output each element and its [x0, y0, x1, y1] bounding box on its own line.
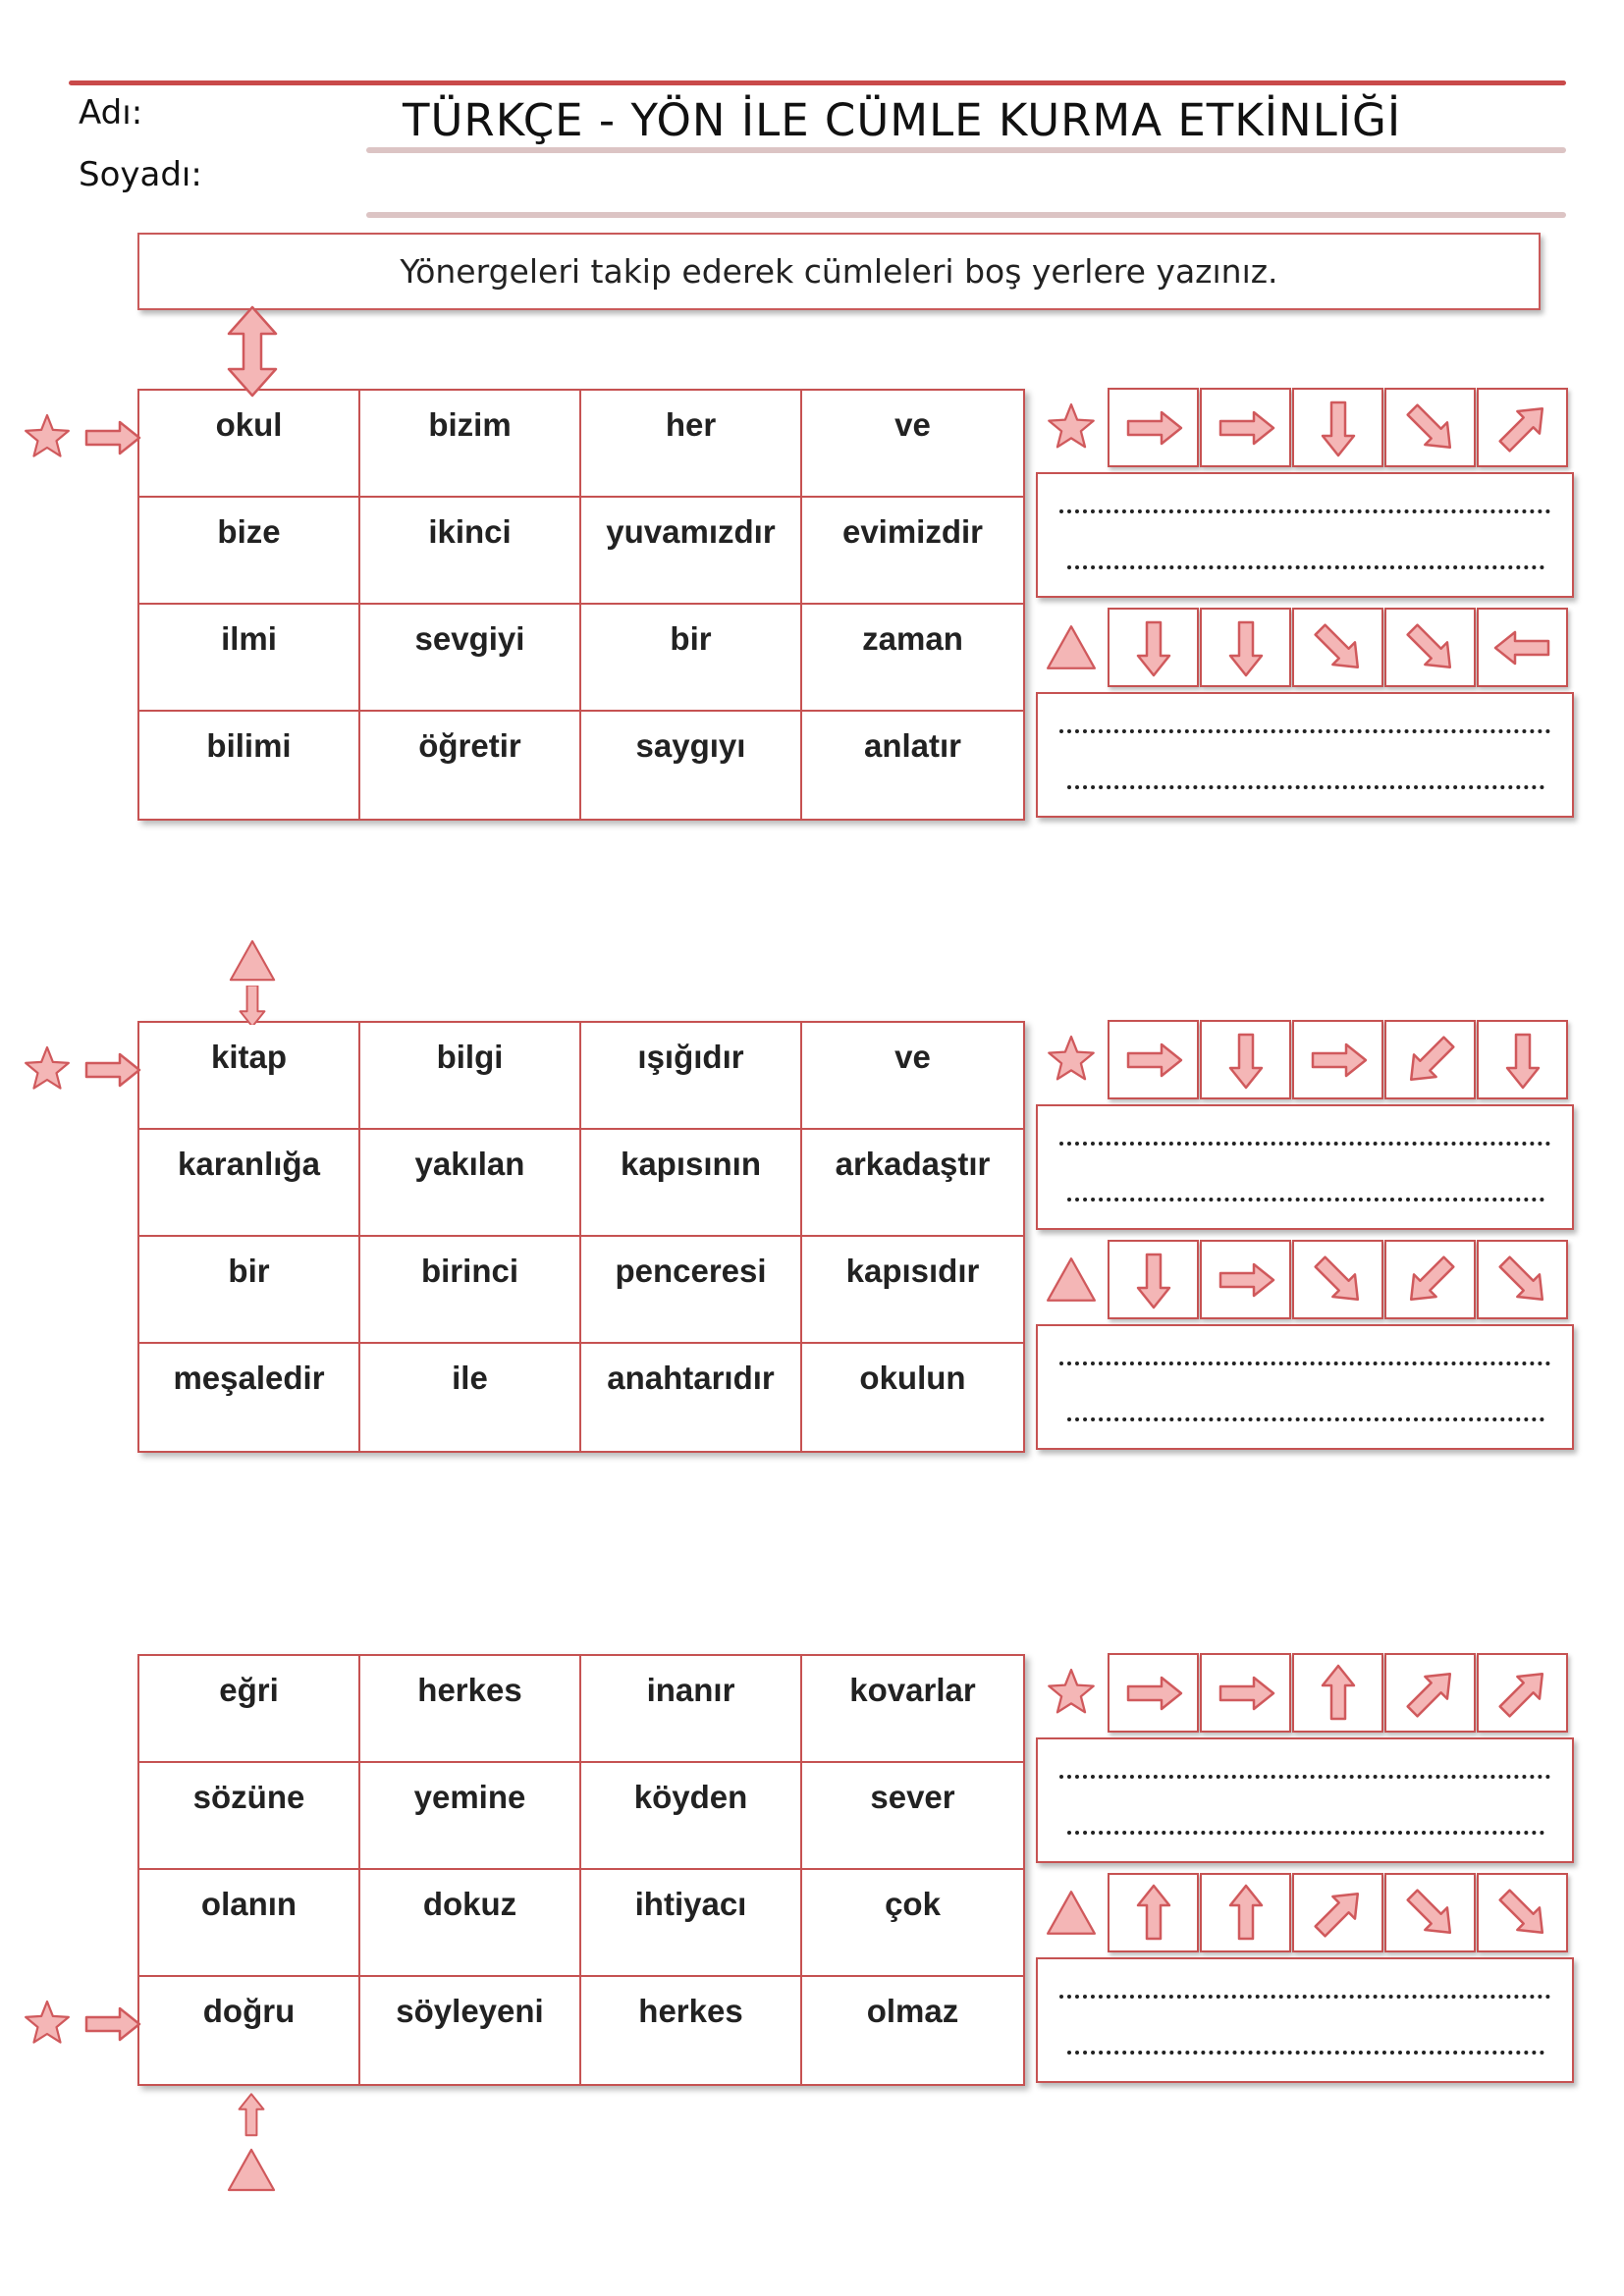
triangle-icon	[1045, 621, 1098, 674]
direction-box	[1108, 388, 1199, 467]
direction-box	[1108, 608, 1199, 687]
star-symbol	[1036, 1653, 1107, 1733]
word-cell	[139, 1763, 360, 1870]
word-cell	[581, 1237, 802, 1344]
down-right-arrow-icon	[1299, 1245, 1378, 1315]
direction-box	[1477, 1020, 1568, 1099]
word-text: eğri	[219, 1672, 279, 1708]
word-cell	[581, 1870, 802, 1977]
word-cell	[139, 1656, 360, 1763]
word-text: anahtarıdır	[607, 1360, 775, 1396]
word-text: yemine	[413, 1779, 526, 1815]
word-cell	[360, 605, 581, 712]
triangle-start-marker	[225, 936, 280, 1025]
triangle-symbol	[1036, 608, 1107, 687]
word-cell	[139, 498, 360, 605]
word-cell	[360, 1870, 581, 1977]
word-text: zaman	[862, 620, 963, 657]
word-text: herkes	[417, 1672, 522, 1708]
word-cell	[581, 712, 802, 819]
word-text: bir	[670, 620, 712, 657]
down-arrow-icon	[1207, 613, 1285, 683]
direction-box	[1384, 1020, 1476, 1099]
star-direction-row	[1036, 388, 1574, 467]
up-arrow-icon	[1299, 1658, 1378, 1729]
header-rule	[69, 80, 1566, 85]
word-cell	[360, 1656, 581, 1763]
triangle-direction-row	[1036, 1873, 1574, 1952]
direction-box	[1384, 1873, 1476, 1952]
word-cell	[802, 1023, 1023, 1130]
direction-box	[1384, 608, 1476, 687]
up-arrow-icon	[1114, 1878, 1193, 1949]
star-direction-row	[1036, 1653, 1574, 1733]
right-arrow-icon	[1114, 393, 1193, 463]
word-text: doğru	[202, 1993, 296, 2029]
down-right-arrow-icon	[1391, 393, 1470, 463]
direction-box	[1200, 1020, 1291, 1099]
word-cell	[581, 1763, 802, 1870]
star-symbol	[1036, 1020, 1107, 1099]
direction-box	[1108, 1873, 1199, 1952]
surname-write-line[interactable]	[366, 212, 1566, 218]
triangle-icon	[228, 936, 277, 986]
word-text: bilgi	[436, 1039, 504, 1075]
word-cell	[360, 1237, 581, 1344]
word-text: meşaledir	[173, 1360, 325, 1396]
left-arrow-icon	[1484, 613, 1562, 683]
star-start-marker	[22, 1035, 151, 1105]
direction-box	[1477, 608, 1568, 687]
word-text: karanlığa	[178, 1146, 320, 1182]
word-text: olanın	[200, 1886, 298, 1922]
word-text: sevgiyi	[414, 620, 525, 657]
word-cell	[139, 1977, 360, 2084]
word-text: söyleyeni	[396, 1993, 544, 2029]
answer-line[interactable]	[1067, 1417, 1544, 1421]
star-start-marker	[22, 402, 151, 473]
word-text: anlatır	[863, 727, 962, 764]
instruction-text: Yönergeleri takip ederek cümleleri boş yerlere yazınız.	[400, 252, 1278, 291]
page-title: TÜRKÇE - YÖN İLE CÜMLE KURMA ETKİNLİĞİ	[403, 94, 1402, 146]
word-cell	[802, 1763, 1023, 1870]
answer-line[interactable]	[1067, 785, 1544, 789]
name-label: Adı:	[79, 93, 143, 133]
direction-box	[1292, 1653, 1383, 1733]
triangle-direction-row	[1036, 1240, 1574, 1319]
star-icon	[22, 412, 73, 463]
down-right-arrow-icon	[1391, 1878, 1470, 1949]
right-arrow-icon	[73, 1035, 151, 1105]
direction-box	[1477, 1240, 1568, 1319]
word-cell	[802, 605, 1023, 712]
direction-box	[1200, 1873, 1291, 1952]
up-arrow-icon	[1207, 1878, 1285, 1949]
direction-box	[1200, 1240, 1291, 1319]
direction-box	[1108, 1653, 1199, 1733]
word-cell	[581, 1977, 802, 2084]
direction-box	[1384, 1240, 1476, 1319]
down-left-arrow-icon	[1391, 1245, 1470, 1315]
direction-box	[1200, 1653, 1291, 1733]
star-icon	[22, 1044, 73, 1095]
direction-box	[1384, 1653, 1476, 1733]
word-text: bizim	[428, 406, 512, 443]
word-cell	[139, 712, 360, 819]
word-cell	[360, 498, 581, 605]
answer-line[interactable]	[1059, 509, 1550, 513]
direction-box	[1477, 388, 1568, 467]
triangle-answer-box[interactable]	[1036, 692, 1574, 818]
word-text: birinci	[420, 1253, 519, 1289]
word-cell	[581, 1023, 802, 1130]
triangle-direction-row	[1036, 608, 1574, 687]
word-cell	[139, 1344, 360, 1451]
answer-line[interactable]	[1067, 2051, 1544, 2055]
word-grid	[137, 1654, 1025, 2086]
word-cell	[802, 391, 1023, 498]
down-arrow-icon	[1114, 613, 1193, 683]
down-left-arrow-icon	[1391, 1025, 1470, 1095]
word-text: ile	[452, 1360, 488, 1396]
word-text: penceresi	[615, 1253, 767, 1289]
word-cell	[581, 391, 802, 498]
word-cell	[802, 1977, 1023, 2084]
word-cell	[581, 1656, 802, 1763]
word-cell	[802, 1344, 1023, 1451]
word-cell	[139, 1130, 360, 1237]
name-write-line[interactable]	[366, 147, 1566, 153]
star-answer-box[interactable]	[1036, 1104, 1574, 1230]
down-right-arrow-icon	[1391, 613, 1470, 683]
double-arrow-icon	[225, 304, 280, 399]
direction-box	[1384, 388, 1476, 467]
word-text: evimizdir	[841, 513, 984, 550]
word-text: bir	[228, 1253, 270, 1289]
word-text: köyden	[633, 1779, 748, 1815]
right-arrow-icon	[73, 402, 151, 473]
direction-box	[1477, 1873, 1568, 1952]
star-icon	[1045, 401, 1098, 454]
word-text: yuvamızdır	[606, 513, 776, 550]
word-text: çok	[885, 1886, 941, 1922]
right-arrow-icon	[1114, 1658, 1193, 1729]
right-arrow-icon	[1114, 1025, 1193, 1095]
answer-line[interactable]	[1059, 729, 1550, 733]
word-grid	[137, 389, 1025, 821]
word-cell	[139, 391, 360, 498]
word-cell	[360, 712, 581, 819]
up-arrow-icon	[224, 2086, 279, 2145]
down-arrow-icon	[1207, 1025, 1285, 1095]
direction-box	[1200, 608, 1291, 687]
word-cell	[802, 1656, 1023, 1763]
instruction-box	[137, 233, 1541, 310]
word-text: ışığıdır	[637, 1039, 744, 1075]
triangle-symbol	[1036, 1873, 1107, 1952]
word-cell	[581, 605, 802, 712]
word-text: okulun	[859, 1360, 966, 1396]
right-arrow-icon	[1207, 393, 1285, 463]
word-cell	[360, 391, 581, 498]
word-text: ihtiyacı	[634, 1886, 747, 1922]
direction-box	[1200, 388, 1291, 467]
triangle-start-marker	[225, 304, 280, 399]
surname-label: Soyadı:	[79, 155, 202, 194]
direction-box	[1477, 1653, 1568, 1733]
word-text: ilmi	[221, 620, 277, 657]
word-cell	[139, 1870, 360, 1977]
answer-line[interactable]	[1067, 1831, 1544, 1835]
word-text: herkes	[638, 1993, 743, 2029]
direction-box	[1292, 608, 1383, 687]
word-cell	[360, 1977, 581, 2084]
triangle-symbol	[1036, 1240, 1107, 1319]
word-text: sözüne	[192, 1779, 305, 1815]
word-cell	[581, 1344, 802, 1451]
direction-box	[1292, 1873, 1383, 1952]
direction-box	[1292, 388, 1383, 467]
answer-line[interactable]	[1059, 1362, 1550, 1365]
right-arrow-icon	[73, 1989, 151, 2059]
answer-line[interactable]	[1067, 1198, 1544, 1201]
word-text: öğretir	[418, 727, 521, 764]
word-cell	[360, 1763, 581, 1870]
word-cell	[581, 498, 802, 605]
word-cell	[802, 498, 1023, 605]
direction-box	[1108, 1020, 1199, 1099]
word-cell	[360, 1344, 581, 1451]
star-icon	[1045, 1667, 1098, 1720]
word-text: kitap	[210, 1039, 288, 1075]
word-text: yakılan	[414, 1146, 525, 1182]
triangle-icon	[1045, 1887, 1098, 1940]
down-right-arrow-icon	[1484, 1878, 1562, 1949]
word-cell	[139, 605, 360, 712]
right-arrow-icon	[1207, 1245, 1285, 1315]
answer-line[interactable]	[1067, 565, 1544, 569]
triangle-start-marker	[224, 2086, 279, 2196]
word-text: arkadaştır	[835, 1146, 991, 1182]
word-grid	[137, 1021, 1025, 1453]
star-direction-row	[1036, 1020, 1574, 1099]
star-start-marker	[22, 1989, 151, 2059]
word-cell	[802, 712, 1023, 819]
word-text: kapısıdır	[845, 1253, 980, 1289]
star-icon	[1045, 1034, 1098, 1087]
direction-box	[1292, 1240, 1383, 1319]
word-text: bize	[217, 513, 281, 550]
right-arrow-icon	[1207, 1658, 1285, 1729]
word-text: inanır	[646, 1672, 735, 1708]
triangle-answer-box[interactable]	[1036, 1957, 1574, 2083]
word-cell	[581, 1130, 802, 1237]
star-symbol	[1036, 388, 1107, 467]
down-arrow-icon	[1299, 393, 1378, 463]
up-right-arrow-icon	[1391, 1658, 1470, 1729]
star-answer-box[interactable]	[1036, 472, 1574, 598]
word-text: sever	[870, 1779, 955, 1815]
triangle-icon	[1045, 1254, 1098, 1307]
down-arrow-icon	[1484, 1025, 1562, 1095]
direction-box	[1108, 1240, 1199, 1319]
answer-line[interactable]	[1059, 1775, 1550, 1779]
down-arrow-icon	[1114, 1245, 1193, 1315]
word-text: ikinci	[428, 513, 512, 550]
word-text: kovarlar	[849, 1672, 976, 1708]
word-text: olmaz	[866, 1993, 959, 2029]
answer-line[interactable]	[1059, 1995, 1550, 1999]
word-cell	[802, 1130, 1023, 1237]
up-right-arrow-icon	[1484, 1658, 1562, 1729]
word-text: dokuz	[422, 1886, 517, 1922]
word-text: ve	[894, 1039, 931, 1075]
word-text: ve	[894, 406, 931, 443]
star-answer-box[interactable]	[1036, 1737, 1574, 1863]
triangle-answer-box[interactable]	[1036, 1324, 1574, 1450]
word-cell	[139, 1023, 360, 1130]
word-text: bilimi	[206, 727, 292, 764]
down-arrow-icon	[225, 986, 280, 1025]
word-text: saygıyı	[635, 727, 746, 764]
word-cell	[139, 1237, 360, 1344]
up-right-arrow-icon	[1484, 393, 1562, 463]
direction-box	[1292, 1020, 1383, 1099]
down-right-arrow-icon	[1484, 1245, 1562, 1315]
word-cell	[802, 1237, 1023, 1344]
word-text: okul	[215, 406, 283, 443]
triangle-icon	[226, 2145, 277, 2196]
star-icon	[22, 1999, 73, 2050]
down-right-arrow-icon	[1299, 613, 1378, 683]
right-arrow-icon	[1299, 1025, 1378, 1095]
word-cell	[802, 1870, 1023, 1977]
answer-line[interactable]	[1059, 1142, 1550, 1146]
word-cell	[360, 1130, 581, 1237]
word-cell	[360, 1023, 581, 1130]
up-right-arrow-icon	[1299, 1878, 1378, 1949]
word-text: kapısının	[620, 1146, 762, 1182]
word-text: her	[665, 406, 717, 443]
